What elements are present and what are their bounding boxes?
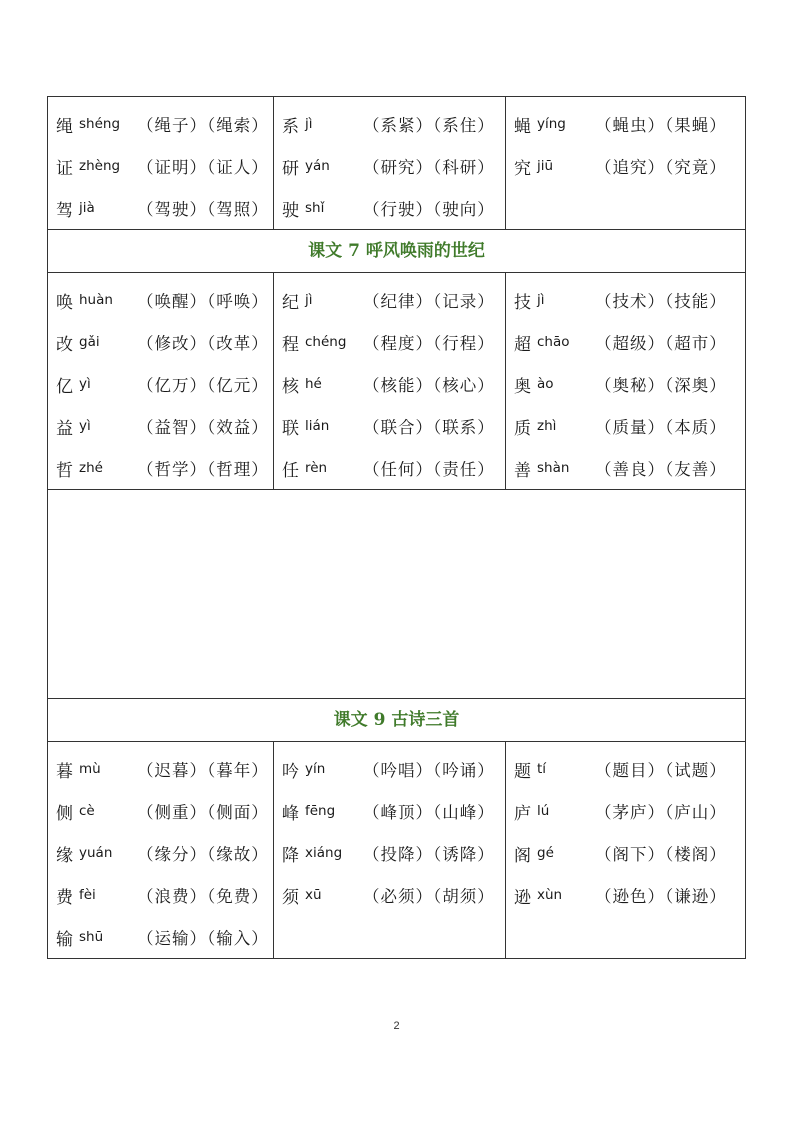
vocab-entry — [282, 103, 505, 145]
vocab-entry — [56, 187, 273, 229]
vocab-pinyin: cè — [79, 803, 95, 819]
vocab-pinyin: fēng — [305, 803, 336, 819]
vocab-entry — [514, 405, 745, 447]
lesson7-col-3 — [506, 273, 746, 490]
vocab-words: （缘分）（缘故） — [137, 845, 269, 864]
vocab-character: 核 — [282, 376, 299, 397]
vocab-words: （吟唱）（吟诵） — [363, 761, 495, 780]
vocab-entry — [56, 916, 273, 958]
vocab-character: 驶 — [282, 200, 299, 221]
vocab-words: （题目）（试题） — [595, 761, 727, 780]
vocab-words: （浪费）（免费） — [137, 887, 269, 906]
top-col-1 — [48, 97, 274, 230]
vocab-pinyin: jià — [79, 200, 95, 216]
vocab-pinyin: chéng — [305, 334, 347, 350]
vocab-character: 唤 — [56, 292, 73, 313]
vocab-character: 庐 — [514, 803, 531, 824]
vocab-character: 驾 — [56, 200, 73, 221]
vocab-entry — [56, 363, 273, 405]
vocab-entry — [56, 279, 273, 321]
vocab-entry — [514, 832, 745, 874]
vocab-words: （善良）（友善） — [595, 460, 727, 479]
vocab-words: （证明）（证人） — [137, 158, 269, 177]
vocab-pinyin: zhèng — [79, 158, 121, 174]
vocab-words: （投降）（诱降） — [363, 845, 495, 864]
vocab-character: 缘 — [56, 845, 73, 866]
vocab-character: 研 — [282, 158, 299, 179]
vocab-character: 纪 — [282, 292, 299, 313]
vocab-entry — [56, 874, 273, 916]
vocab-entry — [282, 279, 505, 321]
vocab-character: 任 — [282, 460, 299, 481]
vocab-entry — [514, 790, 745, 832]
vocab-words: （亿万）（亿元） — [137, 376, 269, 395]
vocab-pinyin: hé — [305, 376, 322, 392]
lesson9-row — [48, 742, 746, 959]
vocab-entry — [56, 447, 273, 489]
vocab-entry — [282, 145, 505, 187]
vocab-words: （益智）（效益） — [137, 418, 269, 437]
vocab-pinyin: shéng — [79, 116, 121, 132]
vocab-character: 改 — [56, 334, 73, 355]
vocab-character: 超 — [514, 334, 531, 355]
vocab-words: （研究）（科研） — [363, 158, 495, 177]
vocab-pinyin: shǐ — [305, 200, 325, 216]
vocab-pinyin: xū — [305, 887, 322, 903]
vocab-words: （侧重）（侧面） — [137, 803, 269, 822]
vocab-words: （程度）（行程） — [363, 334, 495, 353]
lesson9-col-2 — [274, 742, 506, 959]
page-number: 2 — [393, 1020, 400, 1032]
lesson9-title-text: 课文 9 古诗三首 — [333, 710, 460, 730]
vocab-character: 题 — [514, 761, 531, 782]
lesson9-col-1 — [48, 742, 274, 959]
vocab-words: （蝇虫）（果蝇） — [595, 116, 727, 135]
vocab-pinyin: rèn — [305, 460, 328, 476]
vocab-words: （哲学）（哲理） — [137, 460, 269, 479]
vocab-character: 技 — [514, 292, 531, 313]
lesson7-col-2 — [274, 273, 506, 490]
vocab-words: （必须）（胡须） — [363, 887, 495, 906]
vocab-entry — [56, 321, 273, 363]
vocab-entry — [282, 832, 505, 874]
vocab-words: （超级）（超市） — [595, 334, 727, 353]
vocab-pinyin: huàn — [79, 292, 113, 308]
vocab-entry — [56, 405, 273, 447]
vocab-pinyin: fèi — [79, 887, 96, 903]
vocab-character: 降 — [282, 845, 299, 866]
vocab-pinyin: yín — [305, 761, 326, 777]
vocab-character: 峰 — [282, 803, 299, 824]
vocab-pinyin: yíng — [537, 116, 566, 132]
vocab-words: （阁下）（楼阁） — [595, 845, 727, 864]
vocab-character: 系 — [282, 116, 299, 137]
lesson9-col-3 — [506, 742, 746, 959]
vocab-pinyin: yán — [305, 158, 330, 174]
vocab-pinyin: xùn — [537, 887, 563, 903]
vocab-words: （迟暮）（暮年） — [137, 761, 269, 780]
vocab-character: 究 — [514, 158, 531, 179]
vocab-words: （绳子）（绳索） — [137, 116, 269, 135]
vocab-pinyin: jì — [305, 292, 313, 308]
vocab-words: （纪律）（记录） — [363, 292, 495, 311]
vocab-entry — [514, 321, 745, 363]
vocab-words: （奥秘）（深奥） — [595, 376, 727, 395]
vocab-character: 输 — [56, 929, 73, 950]
top-row — [48, 97, 746, 230]
vocab-character: 逊 — [514, 887, 531, 908]
vocab-character: 奥 — [514, 376, 531, 397]
vocab-words: （驾驶）（驾照） — [137, 200, 269, 219]
vocab-character: 暮 — [56, 761, 73, 782]
vocab-pinyin: xiáng — [305, 845, 343, 861]
vocab-pinyin: tí — [537, 761, 547, 777]
vocab-entry — [282, 363, 505, 405]
vocab-entry — [514, 874, 745, 916]
vocab-entry — [282, 748, 505, 790]
vocab-pinyin: gǎi — [79, 334, 100, 350]
vocab-entry — [514, 748, 745, 790]
vocab-character: 程 — [282, 334, 299, 355]
vocab-character: 证 — [56, 158, 73, 179]
vocab-pinyin: shàn — [537, 460, 570, 476]
top-col-2 — [274, 97, 506, 230]
vocab-character: 哲 — [56, 460, 73, 481]
vocab-entry — [514, 363, 745, 405]
vocab-words: （追究）（究竟） — [595, 158, 727, 177]
vocab-words: （茅庐）（庐山） — [595, 803, 727, 822]
vocab-character: 费 — [56, 887, 73, 908]
vocab-entry — [282, 790, 505, 832]
vocab-words: （行驶）（驶向） — [363, 200, 495, 219]
lesson9-title — [48, 699, 746, 742]
vocab-pinyin: yì — [79, 418, 91, 434]
vocab-pinyin: ào — [537, 376, 554, 392]
blank-section — [48, 490, 746, 699]
vocab-entry — [282, 874, 505, 916]
lesson7-col-1 — [48, 273, 274, 490]
vocab-entry — [282, 187, 505, 229]
vocab-character: 益 — [56, 418, 73, 439]
vocab-entry — [56, 832, 273, 874]
lesson7-title — [48, 230, 746, 273]
vocabulary-table — [47, 96, 746, 959]
lesson7-title-text: 课文 7 呼风唤雨的世纪 — [308, 241, 485, 261]
vocab-character: 亿 — [56, 376, 73, 397]
vocab-pinyin: yuán — [79, 845, 113, 861]
vocab-entry — [56, 103, 273, 145]
vocab-pinyin: jiū — [537, 158, 554, 174]
vocab-words: （任何）（责任） — [363, 460, 495, 479]
vocab-character: 吟 — [282, 761, 299, 782]
lesson7-row — [48, 273, 746, 490]
vocab-pinyin: zhé — [79, 460, 103, 476]
vocab-words: （修改）（改革） — [137, 334, 269, 353]
vocab-entry — [56, 790, 273, 832]
vocab-character: 质 — [514, 418, 531, 439]
vocab-pinyin: chāo — [537, 334, 570, 350]
vocab-entry — [514, 145, 745, 187]
vocab-character: 阁 — [514, 845, 531, 866]
vocab-pinyin: jì — [305, 116, 313, 132]
vocab-words: （唤醒）（呼唤） — [137, 292, 269, 311]
vocab-pinyin: gé — [537, 845, 554, 861]
vocab-pinyin: zhì — [537, 418, 557, 434]
vocab-entry — [514, 447, 745, 489]
vocab-pinyin: shū — [79, 929, 104, 945]
vocab-entry — [282, 447, 505, 489]
vocab-words: （逊色）（谦逊） — [595, 887, 727, 906]
vocab-character: 蝇 — [514, 116, 531, 137]
vocab-character: 善 — [514, 460, 531, 481]
vocab-entry — [282, 405, 505, 447]
vocab-character: 联 — [282, 418, 299, 439]
vocab-pinyin: yì — [79, 376, 91, 392]
vocab-entry — [514, 103, 745, 145]
vocab-entry — [514, 279, 745, 321]
vocab-character: 绳 — [56, 116, 73, 137]
vocab-words: （核能）（核心） — [363, 376, 495, 395]
vocab-words: （运输）（输入） — [137, 929, 269, 948]
vocab-words: （质量）（本质） — [595, 418, 727, 437]
top-col-3 — [506, 97, 746, 230]
vocab-words: （系紧）（系住） — [363, 116, 495, 135]
vocab-words: （峰顶）（山峰） — [363, 803, 495, 822]
vocab-pinyin: lú — [537, 803, 550, 819]
vocab-pinyin: mù — [79, 761, 101, 777]
vocab-words: （技术）（技能） — [595, 292, 727, 311]
vocab-character: 侧 — [56, 803, 73, 824]
vocab-entry — [282, 321, 505, 363]
vocab-pinyin: jì — [537, 292, 545, 308]
vocab-words: （联合）（联系） — [363, 418, 495, 437]
vocab-pinyin: lián — [305, 418, 330, 434]
vocab-entry — [56, 748, 273, 790]
vocab-entry — [56, 145, 273, 187]
vocab-character: 须 — [282, 887, 299, 908]
